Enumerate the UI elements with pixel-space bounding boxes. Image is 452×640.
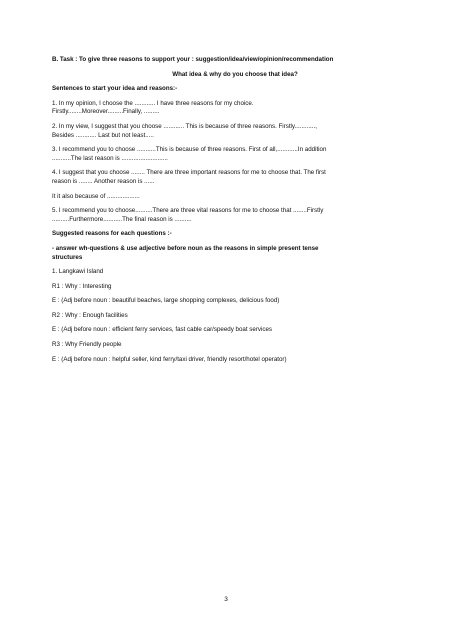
reason-line: R1 : Why : Interesting — [52, 282, 112, 290]
sentence-1 — [52, 100, 418, 117]
elaboration-line: E : (Adj before noun : helpful seller, kind ferry/taxi driver, friendly resort/hotel operator) — [52, 355, 287, 363]
sentence-line: Besides ............ Last but not least..... — [52, 131, 154, 139]
sentence-line: reason is ........ Another reason is ...... — [52, 177, 155, 185]
sentence-5 — [52, 207, 418, 224]
sentence-line: 5. I recommend you to choose..........There are three vital reasons for me to choose that ........Firstly — [52, 207, 324, 215]
sentences-heading: Sentences to start your idea and reasons:- — [52, 85, 178, 93]
instruction-line: structures — [52, 253, 83, 261]
elaboration-line: E : (Adj before noun : efficient ferry services, fast cable car/speedy boat services — [52, 326, 272, 334]
task-heading: B. Task : To give three reasons to support your : suggestion/idea/view/opinion/recommendation — [52, 56, 334, 63]
question-heading: What idea & why do you choose that idea? — [172, 70, 298, 78]
document-page — [52, 56, 418, 370]
sentence-line: It it also because of ................... — [52, 192, 140, 200]
instruction-line: - answer wh-questions & use adjective before noun as the reasons in simple present tense — [52, 244, 319, 252]
sentence-4-continued — [52, 193, 418, 202]
sentence-line: 4. I suggest that you choose ........ There are three important reasons for me to choose that. The first — [52, 169, 326, 177]
instruction-text — [52, 245, 418, 262]
sentence-line: 1. In my opinion, I choose the ............ I have three reasons for my choice. — [52, 99, 254, 107]
sentence-line: Firstly........Moreover.........Finally, ......... — [52, 108, 160, 116]
elaboration-line: E : (Adj before noun : beautiful beaches, large shopping complexes, delicious food) — [52, 297, 280, 305]
suggested-reasons-heading: Suggested reasons for each questions :- — [52, 230, 172, 238]
page-number: 3 — [224, 596, 228, 603]
sentence-3 — [52, 146, 418, 163]
sentence-4 — [52, 169, 418, 186]
sentence-line: 3. I recommend you to choose ...........This is because of three reasons. First of all,............In addition — [52, 146, 327, 154]
example-title: 1. Langkawi Island — [52, 268, 104, 276]
sentence-line: 2. In my view, I suggest that you choose ............ This is because of three reasons. Firstly............, — [52, 122, 317, 130]
sentence-line: ...........The last reason is ........................... — [52, 154, 168, 162]
sentence-2 — [52, 123, 418, 140]
sentence-line: ..........Furthermore...........The final reason is .......... — [52, 215, 192, 223]
reason-line: R3 : Why Friendly people — [52, 341, 122, 349]
reason-line: R2 : Why : Enough facilities — [52, 311, 128, 319]
